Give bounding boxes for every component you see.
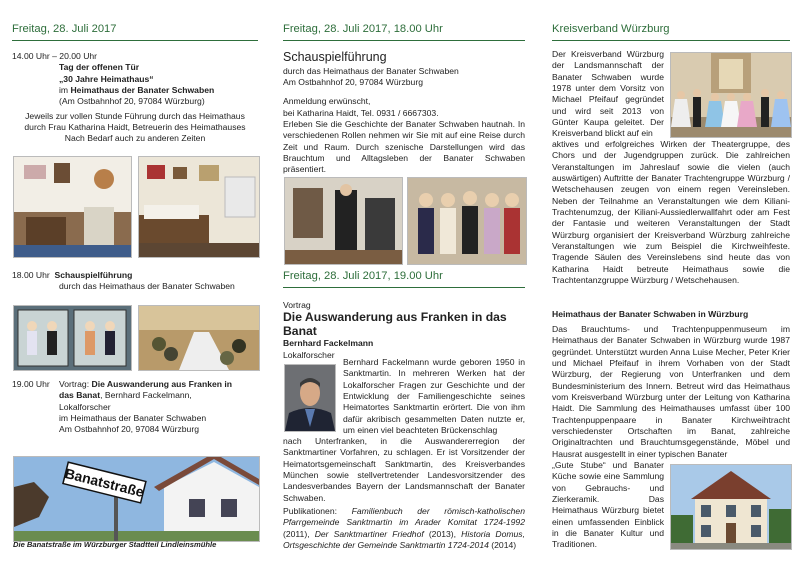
section-subheading: Heimathaus der Banater Schwaben in Würzburg: [552, 309, 749, 319]
photo-dinner-gathering: [138, 305, 260, 371]
event-time: 14.00 Uhr – 20.00 Uhr: [12, 51, 98, 61]
event-title: Tag der offenen Tür: [59, 62, 140, 73]
photo-heimathaus-building: [670, 464, 792, 550]
photo-museum-room: [138, 156, 260, 258]
heimathaus-text-rest: „Gute Stube“ und Banater Küche sowie eine Sammlung von Gebrauchs- und Zierkeramik. Das Heimathaus Würzburg bietet einen umfassenden Einblick in die Banater Kultur und Traditionen.: [552, 460, 664, 550]
section-body: Erleben Sie die Geschichte der Banater Schwaben hautnah. In verschiedenen Rollen nehmen wir Sie mit auf eine Reise durch Zeit und Raum. Durch szenische Darstellungen wird das Brauchtum und Alltagsleben der Banater Schwaben präsentiert.: [283, 118, 525, 175]
column-left: [12, 0, 258, 549]
date-header: Freitag, 28. Juli 2017, 19.00 Uhr: [283, 249, 525, 288]
event-desc-line: Nach Bedarf auch zu anderen Zeiten: [64, 133, 206, 144]
event-location: im Heimathaus der Banater Schwaben: [59, 85, 215, 96]
lecture-body-top: Bernhard Fackelmann wurde geboren 1950 in Sanktmartin. In mehreren Werken hat der Lokalforscher Fragen zur Geschichte und der Entwicklung der Familiengeschichte seines Heimatortes Sanktmartin erörtert. Die von ihm dafür akribisch gesammelten Daten nutzte er, um einen viel beachteten Brückenschlag: [343, 357, 525, 436]
lecture-body-rest: nach Unterfranken, in die Auswandererregion der Sanktmartiner Vorfahren, zu schlagen. Er ist Vorsitzender der Heimatortsgemeinschaft Sanktmartin, des Kreisverbandes München sowie stellvertretender Landesvorsitzender des Landesverbandes Bayern der Landsmannschaft der Banater Schwaben.: [283, 436, 525, 503]
photo-caption: Die Banatstraße im Würzburger Stadtteil Lindleinsmühle: [13, 540, 217, 549]
column-right: [552, 0, 790, 550]
kreisverband-text-top: Der Kreisverband Würzburg der Landsmannschaft der Banater Schwaben wurde 1978 unter dem Vorsitz von Michael Pfeifauf gegründet und wird seit 2013 von Günter Kaupa geleitet. Der Kreisverband blickt auf ein: [552, 49, 664, 139]
event-lecture: 19.00 Uhr Vortrag: Die Auswanderung aus Franken in das Banat, Bernhard Fackelmann, Lokalforscher im Heimathaus der Banater Schwaben Am Ostbahnhof 20, 97084 Würzburg: [12, 379, 233, 435]
event-desc-line: durch Frau Katharina Haidt, Betreuerin des Heimathauses: [24, 122, 246, 133]
heimathaus-text-top: Das Brauchtums- und Trachtenpuppenmuseum im Heimathaus der Banater Schwaben in Würzburg wurde 1987 gegründet. Unterstützt wurden Anna Luise Mecher, Peter Krier und Michael Pfeifauf in ihrem Vorhaben von der Stadt Würzburg, der Regierung von Unterfranken und dem Bundesministerium des Innern. Betreut wird das Heimathaus vom Kreisverband Würzburg unter der Leitung von Katharina Haidt. Die Sammlung des Heimathauses umfasst über 100 Trachtenpuppenpaare in Banater Kirchweihtracht verschiedenster Ortschaften im Banat, zahlreiche Originaltrachten und Brauchtumsgegenstände, Möbel und Hausrat ausgestellt in einer typischen Banater: [552, 324, 790, 459]
event-address: (Am Ostbahnhof 20, 97084 Würzburg): [59, 96, 205, 107]
event-open-day: [12, 51, 258, 145]
photo-museum-kitchen: [13, 156, 132, 258]
section-lecture: [283, 300, 525, 361]
event-time: 18.00 Uhr: [12, 270, 50, 280]
event-time: 19.00 Uhr: [12, 379, 50, 389]
section-title: Schauspielführung: [283, 50, 387, 64]
speaker-role: Lokalforscher: [283, 349, 335, 360]
section-header: Kreisverband Würzburg: [552, 0, 790, 41]
column-middle: [283, 0, 525, 551]
photo-doll-display: [13, 305, 132, 371]
photo-folk-group: [670, 52, 792, 138]
photo-street-sign: [13, 456, 260, 542]
event-title-sub: „30 Jahre Heimathaus“: [59, 73, 154, 84]
section-title: Die Auswanderung aus Franken in das Banat: [283, 310, 507, 338]
date-header: Freitag, 28. Juli 2017: [12, 0, 258, 41]
speaker-name: Bernhard Fackelmann: [283, 338, 374, 349]
event-title: Die Auswanderung aus Franken in: [91, 379, 233, 389]
section-kicker: Vortrag: [283, 300, 311, 310]
event-title: Schauspielführung: [54, 270, 133, 280]
event-subtitle: durch das Heimathaus der Banater Schwaben: [59, 281, 235, 292]
photo-speaker-portrait: [284, 364, 336, 432]
publications: Publikationen: Familienbuch der römisch-katholischen Pfarrgemeinde Sanktmartin im Arader Komitat 1724-1992 (2011), Der Sanktmartiner Friedhof (2013), Historia Domus, Ortsgeschichte der Gemeinde Sanktmartin 1724-2014 (2014): [283, 506, 525, 551]
event-desc-line: Jeweils zur vollen Stunde Führung durch das Heimathaus: [25, 110, 245, 121]
event-theatre-tour: [12, 270, 258, 293]
kreisverband-text-rest: aktives und erfolgreiches Wirken der Theatergruppe, des Chors und der Jugendgruppen zurück. Die zahlreichen Veranstaltungen im Jahreslauf sowie die vielen (auch auswärtigen) Auftritte der Banater Trachtengruppe Würzburg / Wetschehausen zeugen von einem regen Vereinsleben. Neben der Teilnahme an Veranstaltungen wie dem Kiliani-Trachtenumzug, der Kiliani-Aussiedlerwallfahrt oder am Fest der Fantasie und weiteren Veranstaltungen der Stadt Würzburg organisiert der Kreisverband Würzburg zahlreiche Veranstaltungen wie zum Beispiel die Kirchweihfeste. Tragende Säulen des Vereinslebens sind heute das von Katharina Haidt betreute Heimathaus sowie die Trachtentanzgruppe Würzburg / Wetschehausen.: [552, 139, 790, 286]
date-header: Freitag, 28. Juli 2017, 18.00 Uhr: [283, 0, 525, 41]
section-theatre-tour: Schauspielführung durch das Heimathaus der Banater Schwaben Am Ostbahnhof 20, 97084 Würzburg Anmeldung erwünscht, bei Katharina Haidt, Tel. 0931 / 6667303. Erleben Sie die Geschichte der Banater Schwaben hautnah. In verschiedenen Rollen nehmen wir Sie mit auf eine Reise durch Zeit und Raum. Durch szenische Darstellungen wird das Brauchtum und Alltagsleben der Banater Schwaben präsentiert.: [283, 50, 525, 175]
sign-text: Banatstraße: [63, 464, 146, 501]
